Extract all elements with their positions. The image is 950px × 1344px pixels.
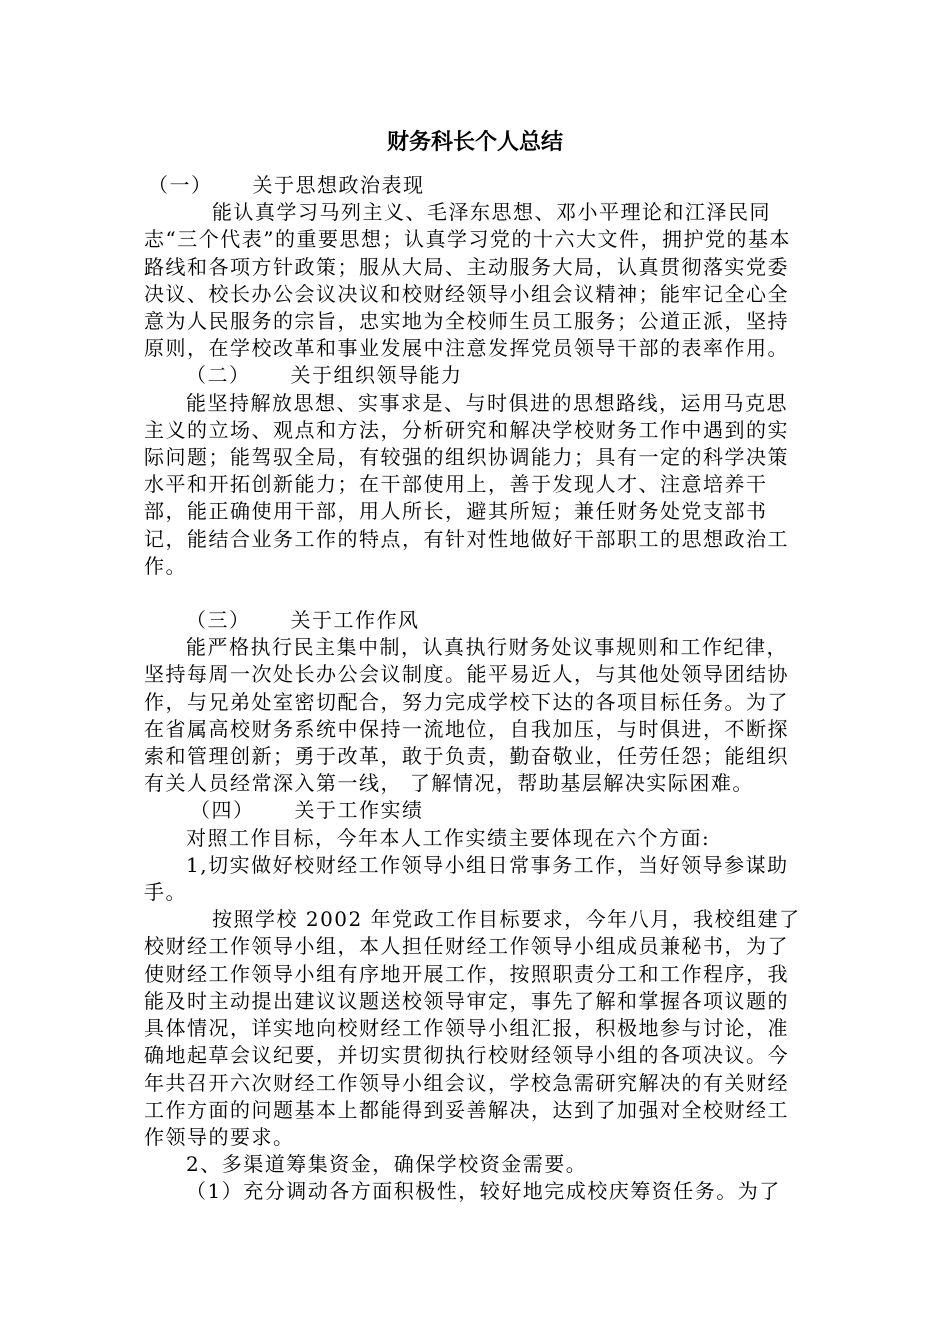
section-number: （二） [186,363,251,388]
paragraph: （1）充分调动各方面积极性，较好地完成校庆筹资任务。为了 [186,1179,781,1204]
paragraph: 2、多渠道筹集资金，确保学校资金需要。 [186,1152,588,1177]
section-heading-2 [144,362,806,389]
section-number: （三） [186,608,251,633]
document-body [144,172,806,1206]
section-number: （一） [148,173,213,197]
section-heading-3 [144,607,806,634]
section-heading-1 [144,172,806,199]
section-title: 关于组织领导能力 [290,363,463,388]
paragraph: 能严格执行民主集中制，认真执行财务处议事规则和工作纪律，坚持每周一次处长办公会议制度。能平易近人，与其他处领导团结协作，与兄弟处室密切配合，努力完成学校下达的各项目标任务。为了在省属高校财务系统中保持一流地位，自我加压，与时俱进，不断探索和管理创新；勇于改革，敢于负责，勤奋敬业，任劳任怨；能组织有关人员经常深入第一线， 了解情况，帮助基层解决实际困难。 [144,635,789,796]
section-title: 关于工作实绩 [294,798,424,823]
paragraph: 对照工作目标，今年本人工作实绩主要体现在六个方面: [186,825,711,850]
paragraph: 按照学校 2002 年党政工作目标要求，今年八月，我校组建了校财经工作领导小组，本人担任财经工作领导小组成员兼秘书，为了使财经工作领导小组有序地开展工作，按照职责分工和工作程序，我能及时主动提出建议议题送校领导审定，事先了解和掌握各项议题的具体情况，详实地向校财经工作领导小组汇报，积极地参与讨论，准确地起草会议纪要，并切实贯彻执行校财经领导小组的各项决议。今年共召开六次财经工作领导小组会议，学校急需研究解决的有关财经工作方面的问题基本上都能得到妥善解决，达到了加强对全校财经工作领导的要求。 [144,907,801,1149]
section-heading-4 [144,797,806,824]
document-title: 财务科长个人总结 [386,129,563,155]
section-number: （四） [190,798,255,823]
paragraph: 能坚持解放思想、实事求是、与时俱进的思想路线，运用马克思主义的立场、观点和方法，分析研究和解决学校财务工作中遇到的实际问题；能驾驭全局，有较强的组织协调能力；具有一定的科学决策水平和开拓创新能力；在干部使用上，善于发现人才、注意培养干部，能正确使用干部，用人所长，避其所短；兼任财务处党支部书记，能结合业务工作的特点，有针对性地做好干部职工的思想政治工作。 [144,390,789,578]
section-title: 关于工作作风 [290,608,420,633]
paragraph: 能认真学习马列主义、毛泽东思想、邓小平理论和江泽民同志“三个代表”的重要思想；认真学习党的十六大文件，拥护党的基本路线和各项方针政策；服从大局、主动服务大局，认真贯彻落实党委决议、校长办公会议决议和校财经领导小组会议精神；能牢记全心全意为人民服务的宗旨，忠实地为全校师生员工服务；公道正派，坚持原则，在学校改革和事业发展中注意发挥党员领导干部的表率作用。 [144,200,791,361]
spacer [144,580,806,607]
paragraph: 1,切实做好校财经工作领导小组日常事务工作，当好领导参谋助手。 [144,852,789,905]
section-title: 关于思想政治表现 [252,173,425,197]
